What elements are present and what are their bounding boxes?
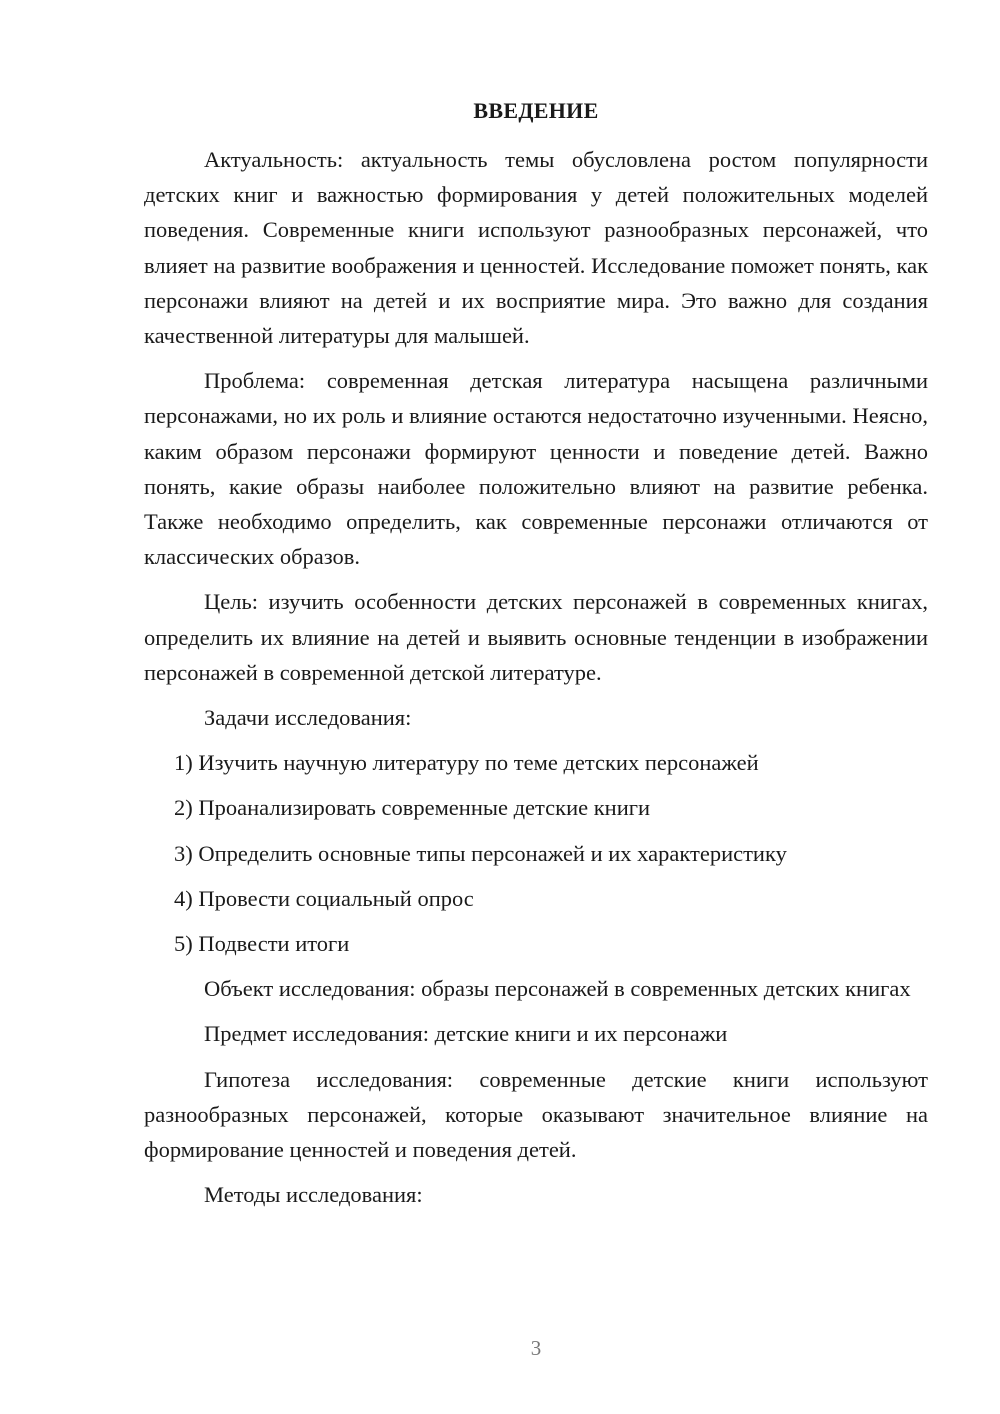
problem-paragraph: Проблема: современная детская литература насыщена различными персонажами, но их роль и влияние остаются недостаточно изученными. Неясно, каким образом персонажи формируют ценности и поведение детей. Важно понять, какие образы наиболее положительно влияют на развитие ребенка. Также необходимо определить, как современные персонажи отличаются от классических образов. [144,368,928,570]
hypothesis-paragraph: Гипотеза исследования: современные детские книги используют разнообразных персонажей, которые оказывают значительное влияние на формирование ценностей и поведения детей. [144,1066,928,1163]
document-body [144,142,928,1222]
list-item: 1) Изучить научную литературу по теме детских персонажей [174,750,759,776]
subject-paragraph: Предмет исследования: детские книги и их персонажи [204,1021,728,1047]
tasks-list [144,745,928,961]
goal-paragraph: Цель: изучить особенности детских персонажей в современных книгах, определить их влияние на детей и выявить основные тенденции в изображении персонажей в современной детской литературе. [144,589,928,685]
page-number: 3 [530,1336,542,1360]
tasks-heading: Задачи исследования: [204,705,412,731]
object-paragraph: Объект исследования: образы персонажей в современных детских книгах [204,976,911,1002]
methods-heading: Методы исследования: [204,1182,423,1208]
list-item: 2) Проанализировать современные детские книги [174,795,651,821]
relevance-paragraph: Актуальность: актуальность темы обусловлена ростом популярности детских книг и важностью формирования у детей положительных моделей поведения. Современные книги используют разнообразных персонажей, что влияет на развитие воображения и ценностей. Исследование поможет понять, как персонажи влияют на детей и их восприятие мира. Это важно для создания качественной литературы для малышей. [144,147,928,349]
list-item: 5) Подвести итоги [174,931,350,957]
list-item: 4) Провести социальный опрос [174,885,474,911]
page-title: ВВЕДЕНИЕ [473,98,599,123]
list-item: 3) Определить основные типы персонажей и их характеристику [174,840,787,866]
